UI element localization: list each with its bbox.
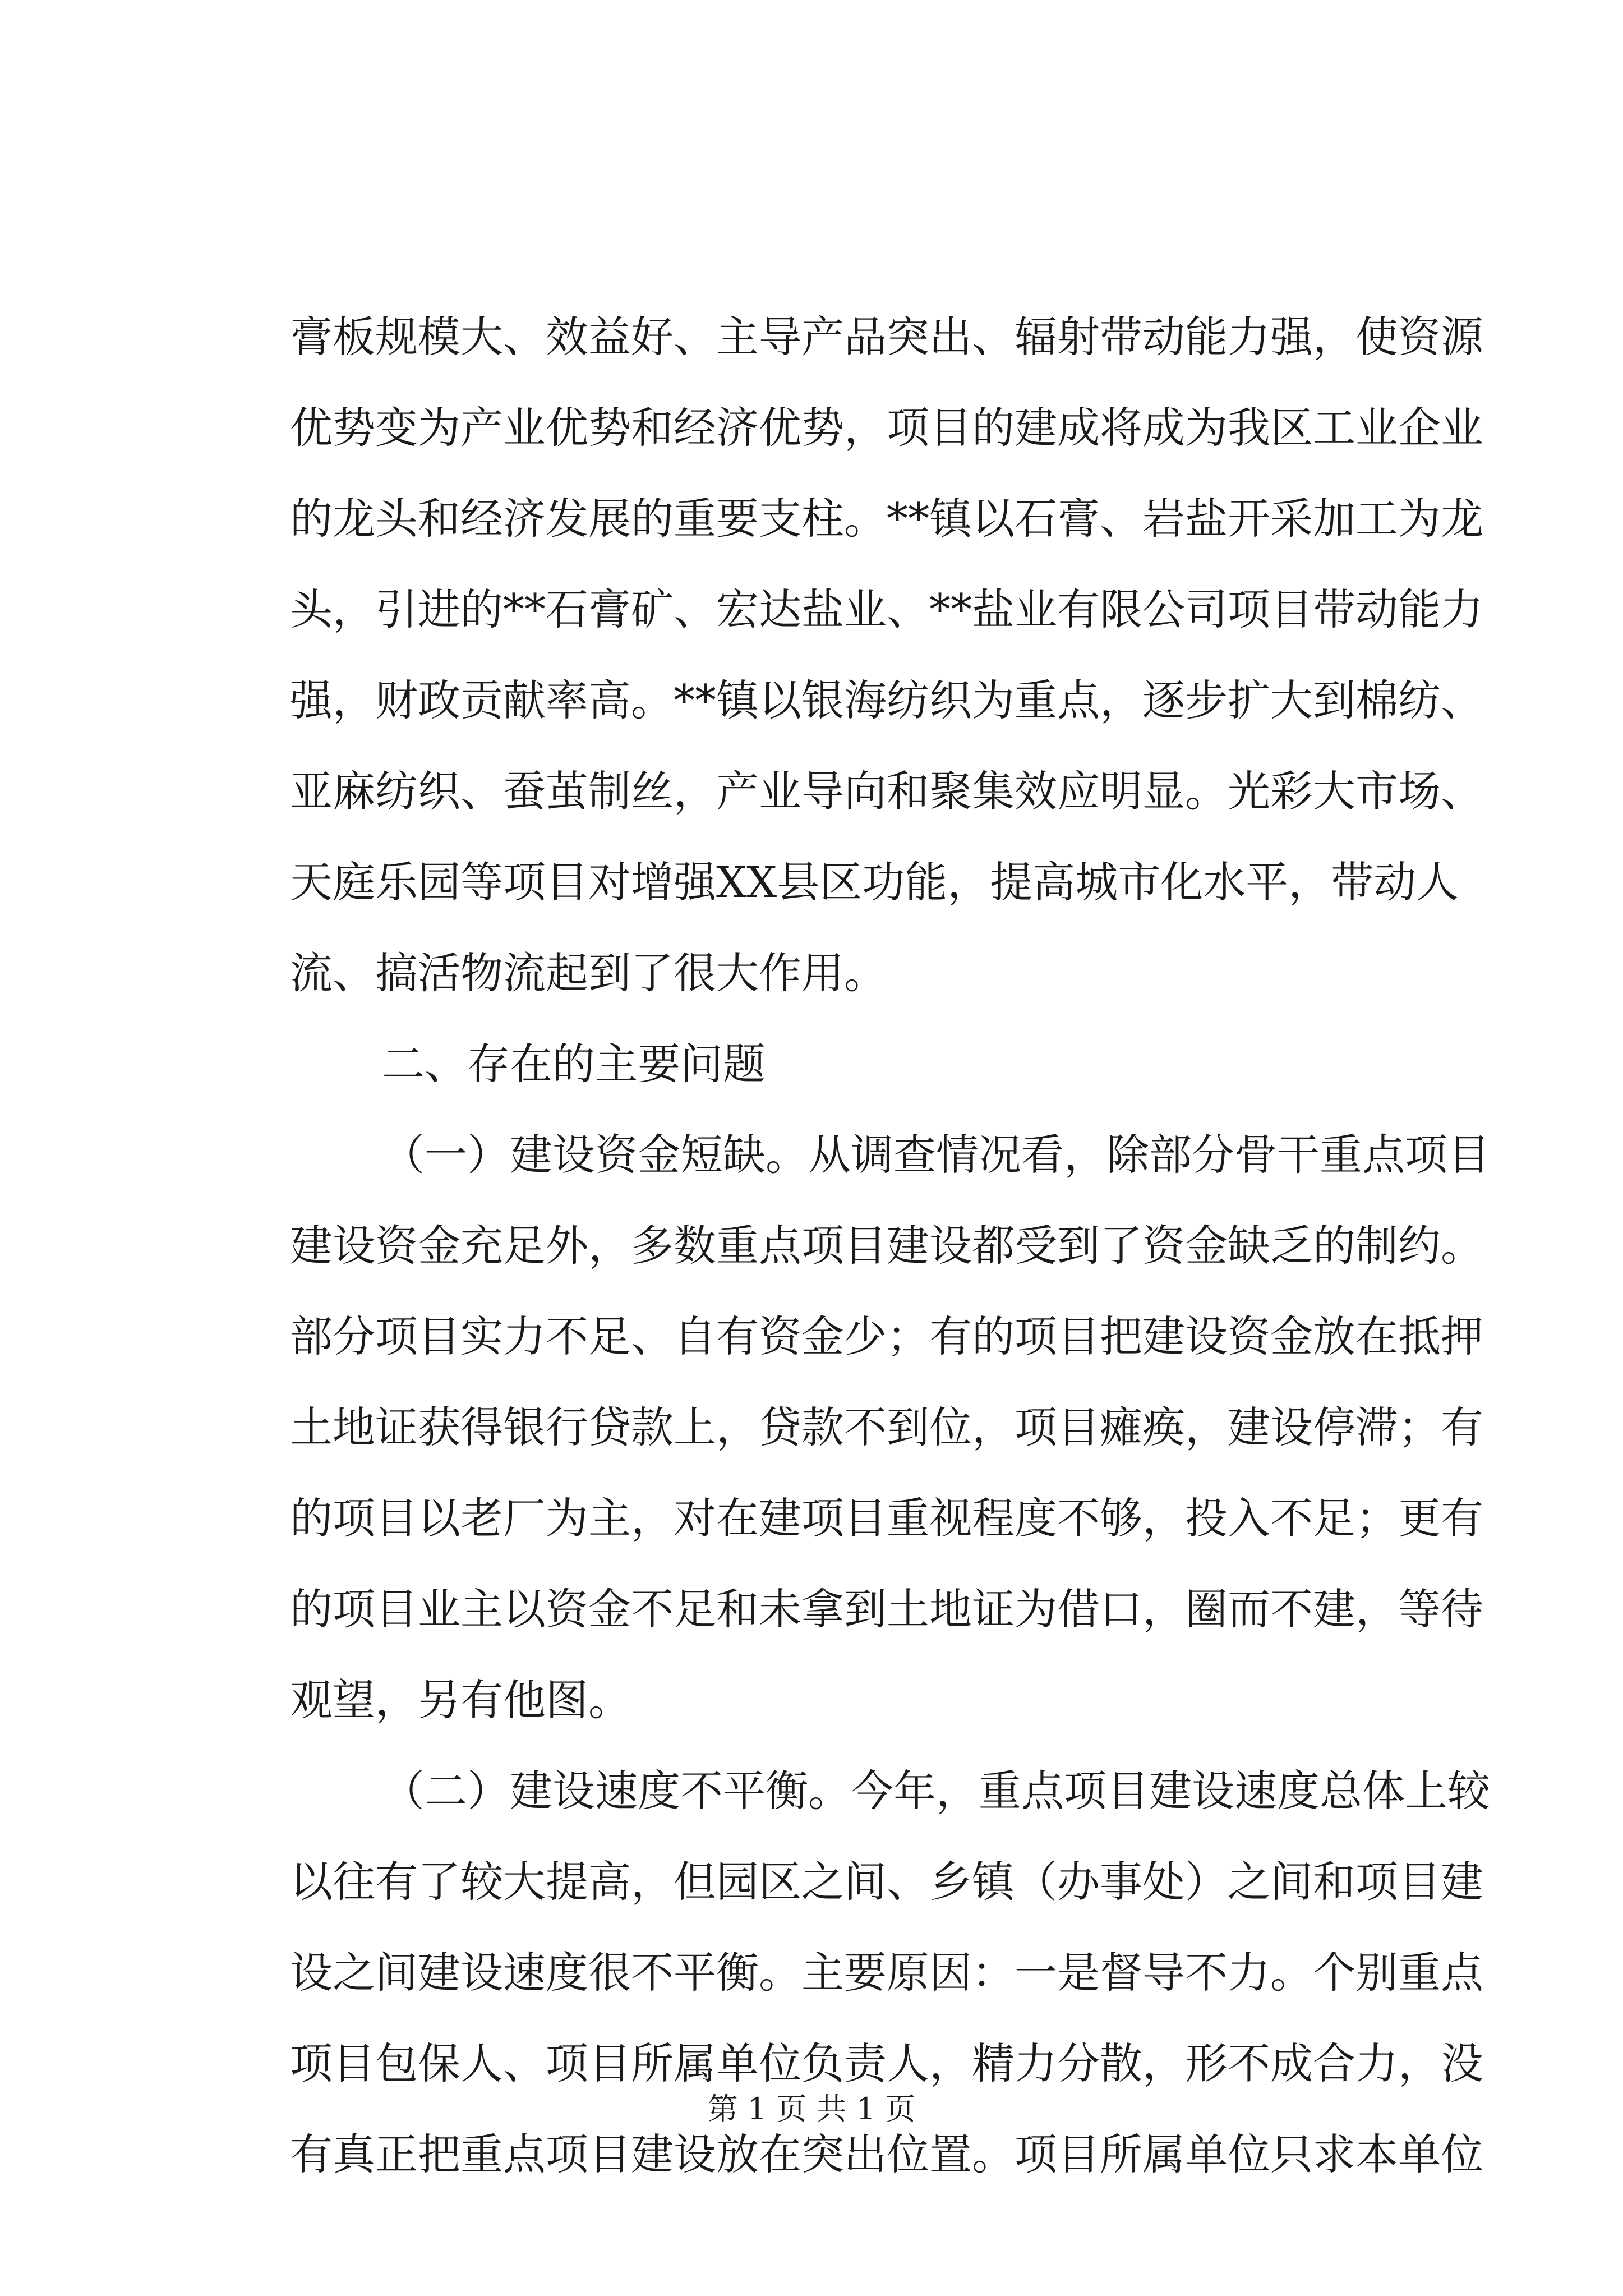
text-line: 设之间建设速度很不平衡。主要原因：一是督导不力。个别重点 (290, 1948, 1483, 1998)
text-line: 部分项目实力不足、自有资金少；有的项目把建设资金放在抵押 (290, 1312, 1483, 1361)
text-line: 膏板规模大、效益好、主导产品突出、辐射带动能力强，使资源 (290, 312, 1483, 362)
text-line: （一）建设资金短缺。从调查情况看，除部分骨干重点项目 (382, 1130, 1490, 1180)
text-line: 的项目以老厂为主，对在建项目重视程度不够，投入不足；更有 (290, 1493, 1483, 1543)
text-line: 头，引进的**石膏矿、宏达盐业、**盐业有限公司项目带动能力 (290, 585, 1483, 634)
section-heading: 二、存在的主要问题 (382, 1039, 766, 1089)
page-number-footer: 第 1 页 共 1 页 (707, 2091, 916, 2127)
text-line: （二）建设速度不平衡。今年，重点项目建设速度总体上较 (382, 1766, 1490, 1816)
text-line: 的项目业主以资金不足和未拿到土地证为借口，圈而不建，等待 (290, 1584, 1483, 1634)
text-line: 流、搞活物流起到了很大作用。 (290, 948, 887, 998)
text-line: 以往有了较大提高，但园区之间、乡镇（办事处）之间和项目建 (290, 1857, 1483, 1907)
text-line: 建设资金充足外，多数重点项目建设都受到了资金缺乏的制约。 (290, 1221, 1483, 1271)
text-line: 亚麻纺织、蚕茧制丝，产业导向和聚集效应明显。光彩大市场、 (290, 766, 1483, 816)
text-line: 有真正把重点项目建设放在突出位置。项目所属单位只求本单位 (290, 2129, 1483, 2179)
text-line: 天庭乐园等项目对增强XX县区功能，提高城市化水平，带动人 (290, 857, 1459, 907)
text-line: 项目包保人、项目所属单位负责人，精力分散，形不成合力，没 (290, 2039, 1483, 2088)
text-line: 观望，另有他图。 (290, 1675, 631, 1725)
body-text (290, 292, 1490, 2200)
text-line: 的龙头和经济发展的重要支柱。**镇以石膏、岩盐开采加工为龙 (290, 494, 1483, 544)
text-line: 土地证获得银行贷款上，贷款不到位，项目瘫痪，建设停滞；有 (290, 1402, 1483, 1452)
text-line: 强，财政贡献率高。**镇以银海纺织为重点，逐步扩大到棉纺、 (290, 675, 1483, 725)
text-line: 优势变为产业优势和经济优势，项目的建成将成为我区工业企业 (290, 403, 1483, 453)
